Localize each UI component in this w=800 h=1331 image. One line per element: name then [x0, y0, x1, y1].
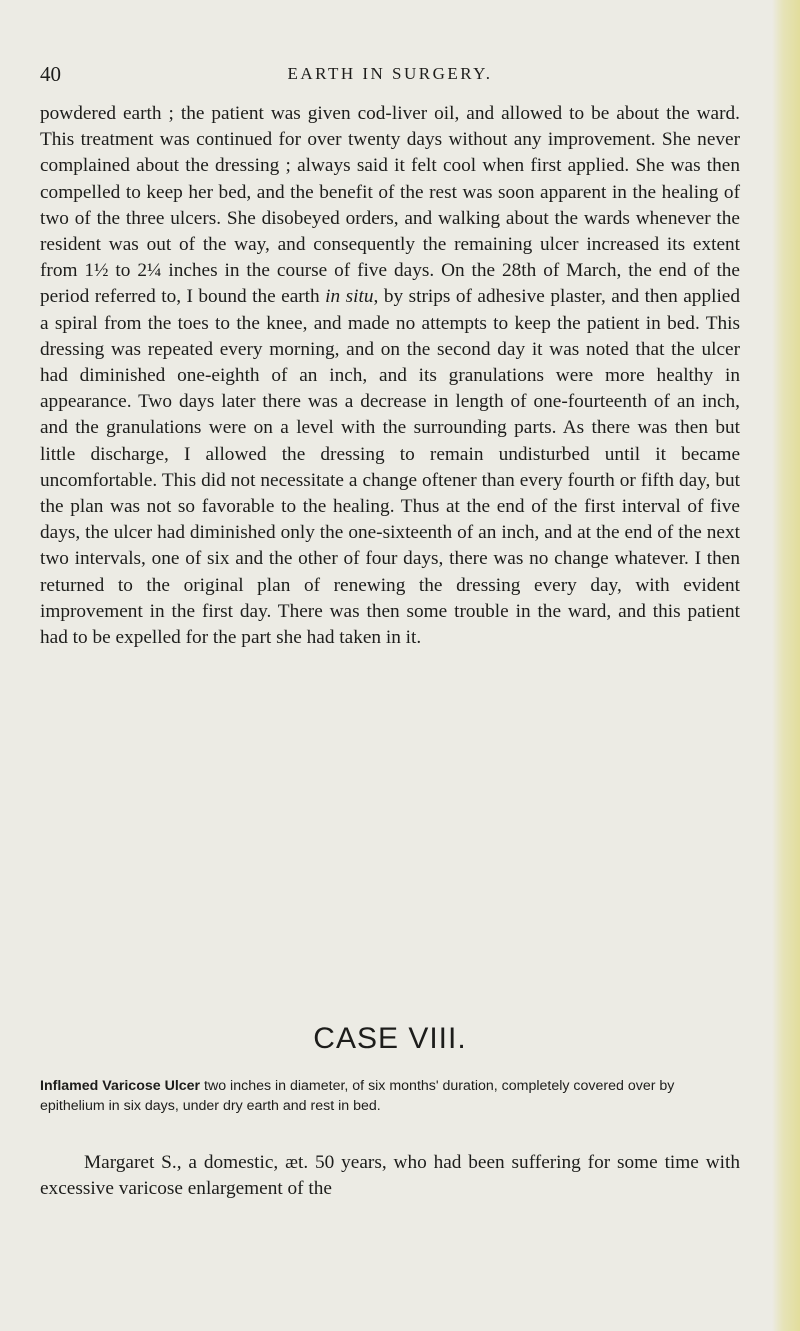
page-number: 40: [40, 62, 61, 86]
case-heading: CASE VIII.: [313, 1022, 467, 1055]
page-edge-shadow: [772, 0, 800, 1331]
body-text-italic: in situ: [325, 286, 374, 308]
running-title: EARTH IN SURGERY.: [287, 64, 493, 83]
body-paragraph: [40, 101, 740, 651]
case-summary-lead: Inflamed Varicose Ulcer: [40, 1078, 201, 1094]
case-summary: [40, 1076, 740, 1116]
body-text-part1: powdered earth ; the patient was given cod-liver oil, and allowed to be about the ward. This treatment was continued for over twenty days without any improvement. She never complained about the dressing ; always said it felt cool when first applied. She was then compelled to keep her bed, and the benefit of the rest was soon apparent in the healing of two of the three ulcers. She disobeyed orders, and walking about the wards whenever the resident was out of the way, and consequently the remaining ulcer increased its extent from 1½ to 2¼ inches in the course of five days. On the 28th of March, the end of the period referred to, I bound the earth: [40, 103, 740, 308]
case-body-paragraph: Margaret S., a domestic, æt. 50 years, who had been suffering for some time with excessive varicose enlargement of the: [40, 1152, 740, 1200]
page-header: [40, 62, 740, 92]
body-text-part2: , by strips of adhesive plaster, and then applied a spiral from the toes to the knee, and made no attempts to keep the patient in bed. This dressing was repeated every morning, and on the second day it was noted that the ulcer had diminished one-eighth of an inch, and its granulations were more healthy in appearance. Two days later there was a decrease in length of one-fourteenth of an inch, and the granulations were on a level with the surrounding parts. As there was then but little discharge, I allowed the dressing to remain undisturbed until it became uncomfortable. This did not necessitate a change oftener than every fourth or fifth day, but the plan was not so favorable to the healing. Thus at the end of the first interval of five days, the ulcer had diminished only the one-sixteenth of an inch, and at the end of the next two intervals, one of six and the other of four days, there was no change whatever. I then returned to the original plan of renewing the dressing every day, with evident improvement in the first day. There was then some trouble in the ward, and this patient had to be expelled for the part she had taken in it.: [40, 286, 740, 649]
case-summary-rest: two inches in diameter, of six months' duration, completely covered over by epithelium in six days, under dry earth and rest in bed.: [40, 1078, 675, 1114]
